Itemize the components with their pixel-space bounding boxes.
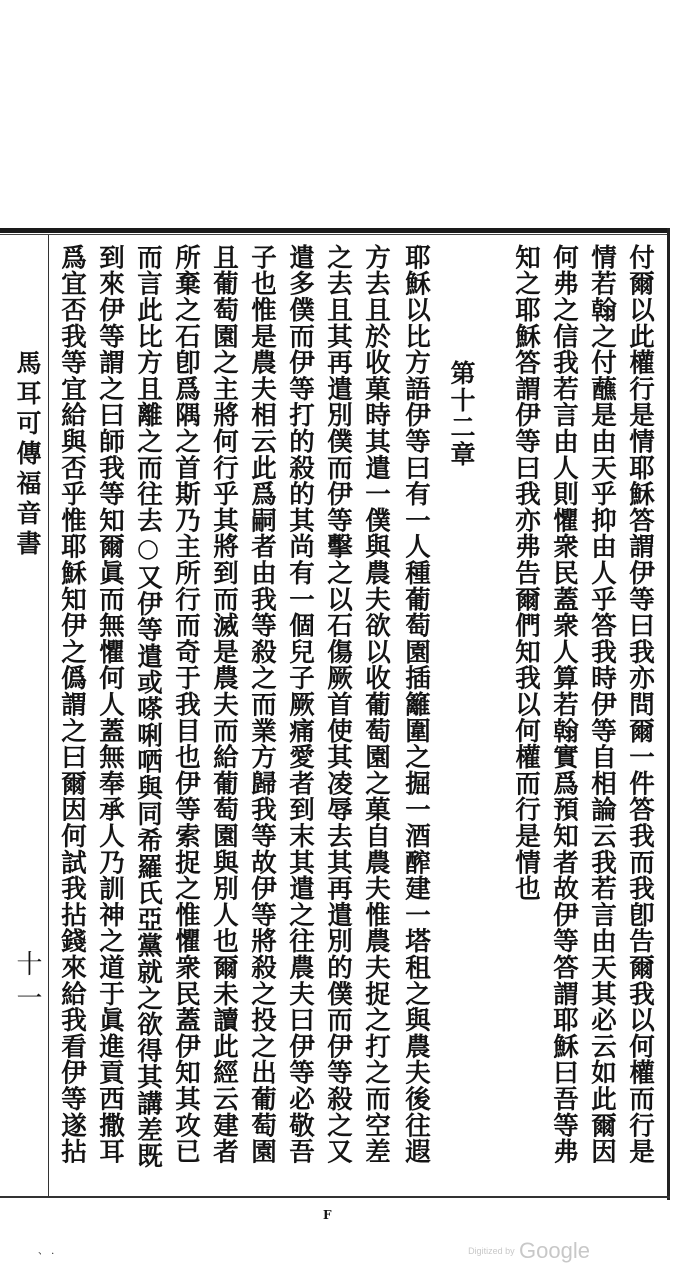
text-column-9: 子也惟是農夫相云此爲嗣者由我等殺之而業方歸我等故伊等將殺之投之出葡萄園: [247, 244, 277, 1165]
text-column-2: 情若翰之付蘸是由天乎抑由人乎答我時伊等自相論云我若言由天其必云如此爾因: [587, 244, 617, 1165]
book-title: 馬耳可傳福音書: [13, 350, 42, 560]
text-column-10: 且葡萄園之主將何行乎其將到而滅是農夫而給葡萄園與別人也爾未讀此經云建者: [209, 244, 239, 1165]
text-column-12: 而言此比方且離之而往去○又伊等遣或嗏唎哂與同希羅氏亞黨就之欲得其講差既: [133, 244, 163, 1169]
top-border-thick: [0, 228, 670, 233]
right-border: [667, 228, 670, 1200]
text-column-1: 付爾以此權行是情耶穌答謂伊等曰我亦問爾一件答我而我卽告爾我以何權而行是: [625, 244, 655, 1165]
text-column-6: 方去且於收菓時其遣一僕與農夫欲以收葡萄園之菓自農夫惟農夫捉之打之而空差: [361, 244, 391, 1165]
text-column-4: 知之耶穌答謂伊等曰我亦弗告爾們知我以何權而行是情也: [511, 244, 541, 902]
top-border-thin: [0, 234, 670, 235]
text-column-14: 爲宜否我等宜給與否乎惟耶穌知伊之僞謂之曰爾因何試我拈錢來給我看伊等遂拈: [57, 244, 87, 1165]
text-column-5: 耶穌以比方語伊等曰有一人種葡萄園插籬圍之掘一酒醡建一塔租之與農夫後往遐: [401, 244, 431, 1165]
text-column-8: 遣多僕而伊等打的殺的其尚有一個兒子厥痛愛者到末其遣之往農夫曰伊等必敬吾: [285, 244, 315, 1165]
watermark-brand: Google: [519, 1238, 590, 1263]
text-column-13: 到來伊等謂之曰師我等知爾眞而無懼何人蓋無奉承人乃訓神之道于眞進貢西撒耳: [95, 244, 125, 1165]
margin-column-rule: [48, 235, 49, 1196]
text-column-11: 所棄之石卽爲隅之首斯乃主所行而奇于我目也伊等索捉之惟懼衆民蓋伊知其攻已: [171, 244, 201, 1165]
watermark-prefix: Digitized by: [468, 1246, 515, 1256]
chapter-heading: 第十二章: [447, 360, 476, 468]
text-column-3: 何弗之信我若言由人則懼衆民蓋衆人算若翰實爲預知者故伊等答謂耶穌曰吾等弗: [549, 244, 579, 1165]
page-number: 十一: [12, 950, 42, 1018]
ink-specks: 、 .: [38, 1246, 55, 1257]
bottom-border: [0, 1196, 670, 1198]
digitized-watermark: [468, 1238, 590, 1264]
printer-signature-mark: F: [323, 1208, 332, 1222]
text-column-7: 之去且其再遣別僕而伊等擊之以石傷厥首使其凌辱去其再遣別的僕而伊等殺之又: [323, 244, 353, 1165]
